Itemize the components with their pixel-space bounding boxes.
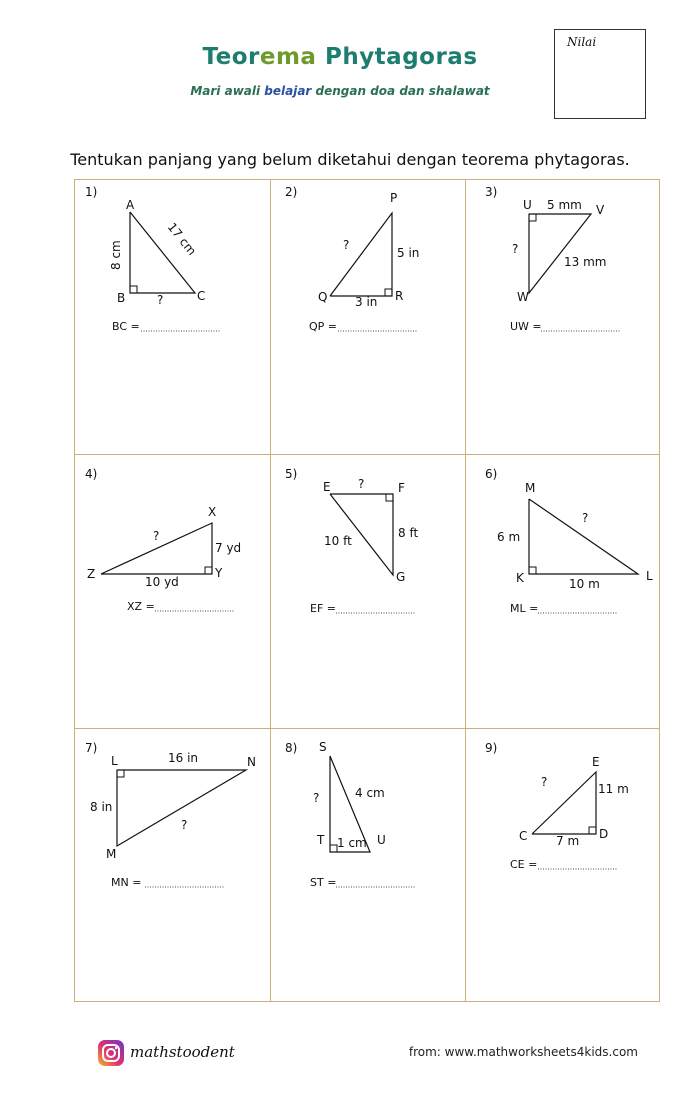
answer-label: ST = <box>310 876 337 889</box>
right-angle-marker <box>529 214 536 221</box>
vertex-label: U <box>377 833 386 847</box>
vertex-label: L <box>646 569 653 583</box>
vertex-label: T <box>317 833 325 847</box>
answer-label: CE = <box>510 858 538 871</box>
side-length: 8 cm <box>109 240 123 270</box>
problem-6 <box>465 454 661 728</box>
vertex-label: E <box>323 480 331 494</box>
right-angle-marker <box>205 567 212 574</box>
vertex-label: K <box>516 571 524 585</box>
side-length: 6 m <box>497 530 521 544</box>
side-length: 7 yd <box>215 541 242 555</box>
side-length: 5 in <box>397 246 420 260</box>
vertex-label: V <box>596 203 605 217</box>
side-length: 8 ft <box>398 526 419 540</box>
triangle <box>330 213 392 296</box>
answer-label: ML = <box>510 602 539 615</box>
side-length: 16 in <box>168 751 199 765</box>
problem-4 <box>75 454 270 728</box>
triangle-figure <box>465 180 661 454</box>
triangle-figure <box>75 728 270 1002</box>
unknown-side: ? <box>153 529 160 543</box>
problem-number: 8) <box>285 741 298 755</box>
vertex-label: D <box>599 827 609 841</box>
score-box <box>554 29 646 119</box>
problem-number: 1) <box>85 185 98 199</box>
side-length: 10 m <box>569 577 600 591</box>
right-angle-marker <box>589 827 596 834</box>
vertex-label: U <box>523 198 532 212</box>
problem-5 <box>270 454 465 728</box>
unknown-side: ? <box>343 238 350 252</box>
source-credit: from: www.mathworksheets4kids.com <box>408 1045 638 1059</box>
problem-number: 2) <box>285 185 298 199</box>
unknown-side: ? <box>313 791 320 805</box>
side-length: 10 ft <box>324 534 352 548</box>
right-angle-marker <box>130 286 137 293</box>
side-length: 7 m <box>556 834 580 848</box>
page-subtitle: Mari awali belajar dengan doa dan shalawat <box>190 84 490 98</box>
problem-number: 3) <box>485 185 498 199</box>
problem-number: 4) <box>85 467 98 481</box>
side-length: 11 m <box>598 782 629 796</box>
side-length: 10 yd <box>145 575 179 589</box>
vertex-label: M <box>106 847 117 861</box>
vertex-label: A <box>126 198 135 212</box>
unknown-side: ? <box>582 511 589 525</box>
vertex-label: R <box>395 289 404 303</box>
side-length: 3 in <box>355 295 378 309</box>
vertex-label: L <box>111 754 118 768</box>
right-angle-marker <box>385 289 392 296</box>
answer-label: XZ = <box>127 600 155 613</box>
right-angle-marker <box>529 567 536 574</box>
side-length: 4 cm <box>355 786 385 800</box>
side-length: 13 mm <box>564 255 607 269</box>
vertex-label: X <box>208 505 217 519</box>
instruction-text: Tentukan panjang yang belum diketahui dengan teorema phytagoras. <box>70 150 630 169</box>
triangle-figure <box>75 180 270 454</box>
answer-label: UW = <box>510 320 542 333</box>
answer-label: BC = <box>112 320 140 333</box>
triangle <box>529 214 591 293</box>
problem-number: 7) <box>85 741 98 755</box>
unknown-side: ? <box>358 477 365 491</box>
triangle-figure <box>75 454 270 728</box>
problem-7 <box>75 728 270 1002</box>
triangle <box>117 770 246 846</box>
triangle-figure <box>270 728 465 1002</box>
answer-label: MN = <box>111 876 142 889</box>
vertex-label: N <box>247 755 256 769</box>
problem-9 <box>465 728 661 1002</box>
unknown-side: ? <box>541 775 548 789</box>
problem-8 <box>270 728 465 1002</box>
vertex-label: F <box>398 481 405 495</box>
right-angle-marker <box>386 494 393 501</box>
side-length: 1 cm <box>337 836 367 850</box>
vertex-label: P <box>390 191 398 205</box>
instagram-handle[interactable]: mathstoodent <box>130 1043 235 1061</box>
instagram-icon[interactable] <box>97 1039 125 1067</box>
problem-number: 6) <box>485 467 498 481</box>
vertex-label: B <box>117 291 126 305</box>
right-angle-marker <box>330 845 337 852</box>
problem-3 <box>465 180 661 454</box>
vertex-label: S <box>319 740 327 754</box>
side-length: 8 in <box>90 800 113 814</box>
triangle-figure <box>270 180 465 454</box>
unknown-side: ? <box>157 293 164 307</box>
side-length: 5 mm <box>547 198 582 212</box>
page-title: Teorema Phytagoras <box>202 44 478 70</box>
vertex-label: Z <box>87 567 96 581</box>
vertex-label: C <box>197 289 206 303</box>
vertex-label: C <box>519 829 528 843</box>
vertex-label: M <box>525 481 536 495</box>
triangle-figure <box>270 454 465 728</box>
unknown-side: ? <box>512 242 519 256</box>
score-label: Nilai <box>567 35 597 49</box>
vertex-label: G <box>396 570 406 584</box>
answer-label: EF = <box>310 602 336 615</box>
triangle-figure <box>465 728 661 1002</box>
vertex-label: Q <box>318 290 328 304</box>
vertex-label: Y <box>215 566 223 580</box>
problem-number: 5) <box>285 467 298 481</box>
vertex-label: E <box>592 755 600 769</box>
answer-label: QP = <box>309 320 338 333</box>
problem-2 <box>270 180 465 454</box>
problem-grid <box>74 179 660 1002</box>
right-angle-marker <box>117 770 124 777</box>
unknown-side: ? <box>181 818 188 832</box>
side-length: 17 cm <box>164 220 200 258</box>
problem-number: 9) <box>485 741 498 755</box>
problem-1 <box>75 180 270 454</box>
triangle-figure <box>465 454 661 728</box>
vertex-label: W <box>517 290 529 304</box>
